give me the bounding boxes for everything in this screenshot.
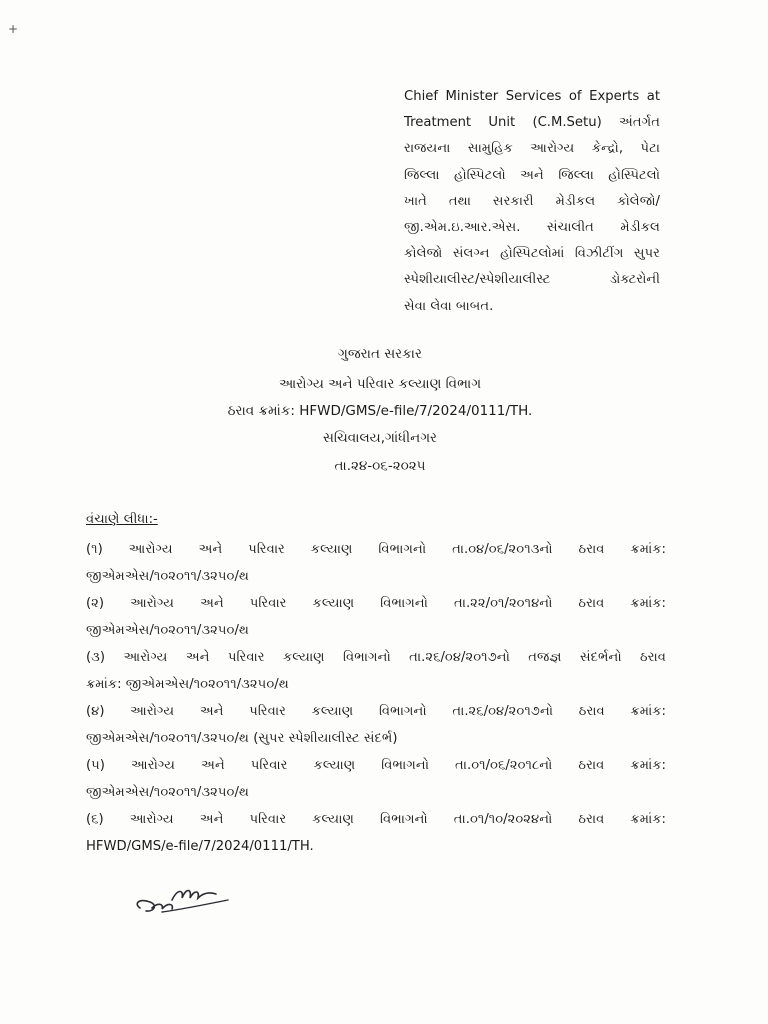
handwritten-initials-signature [128,878,238,926]
scan-mark: +‍ [8,22,19,36]
subject-block [404,84,660,320]
reference-line: (૨) આરોગ્ય અને પરિવાર કલ્યાણ વિભાગનો તા.૨૨/૦૧/૨૦૧૪નો ઠરાવ ક્રમાંક: [86,596,666,611]
reference-item [86,806,666,860]
reference-line: જીએમએસ/૧૦૨૦૧૧/૩૨૫૦/થ (સુપર સ્પેશીયાલીસ્ટ સંદર્ભ) [86,731,398,746]
reference-item [86,536,666,590]
reference-line: જીએમએસ/૧૦૨૦૧૧/૩૨૫૦/થ [86,623,250,638]
resolution-number: ઠરાવ ક્રમાંક: HFWD/GMS/e-file/7/2024/0111/TH. [227,403,533,419]
reference-item [86,644,666,698]
subject-line: Treatment Unit (C.M.Setu) અંતર્ગત [404,115,660,131]
references-section [86,510,666,860]
signature-stroke [137,901,172,911]
reference-line: (૬) આરોગ્ય અને પરિવાર કલ્યાણ વિભાગનો તા.૦૧/૧૦/૨૦૨૪નો ઠરાવ ક્રમાંક: [86,812,666,827]
subject-line: જી.એમ.ઇ.આર.એસ. સંચાલીત મેડીકલ [404,220,660,236]
subject-line: સ્પેશીયાલીસ્ટ/સ્પેશીયાલીસ્ટ ડોક્ટરોની [404,272,660,288]
reference-line: (૩) આરોગ્ય અને પરિવાર કલ્યાણ વિભાગનો તા.૨૬/૦૪/૨૦૧૭નો તજજ્ઞ સંદર્ભનો ઠરાવ [86,650,666,665]
department-name: આરોગ્ય અને પરિવાર કલ્યાણ વિભાગ [278,376,482,392]
subject-line: રાજયના સામુહિક આરોગ્ય કેન્દ્રો, પેટા [404,141,660,157]
subject-line: જિલ્લા હોસ્પિટલો અને જિલ્લા હોસ્પિટલો [404,167,660,183]
place: સચિવાલય,ગાંધીનગર [322,430,438,446]
reference-item [86,698,666,752]
subject-line: કોલેજો સંલગ્ન હોસ્પિટલોમાં વિઝીટીંગ સુપર [404,246,660,262]
subject-line: સેવા લેવા બાબત. [404,298,494,314]
reference-line: ક્રમાંક: જીએમએસ/૧૦૨૦૧૧/૩૨૫૦/થ [86,677,289,692]
reference-line: (૫) આરોગ્ય અને પરિવાર કલ્યાણ વિભાગનો તા.૦૧/૦૬/૨૦૧૮નો ઠરાવ ક્રમાંક: [86,758,666,773]
signature-stroke [172,891,216,901]
subject-line: Chief Minister Services of Experts at [404,89,660,104]
reference-line: જીએમએસ/૧૦૨૦૧૧/૩૨૫૦/થ [86,785,250,800]
government-name: ગુજરાત સરકાર [338,346,422,362]
reference-line: (૪) આરોગ્ય અને પરિવાર કલ્યાણ વિભાગનો તા.૨૬/૦૪/૨૦૧૭નો ઠરાવ ક્રમાંક: [86,704,666,719]
reference-line: HFWD/GMS/e-file/7/2024/0111/TH. [86,839,314,854]
subject-line: ખાતે તથા સરકારી મેડીકલ કોલેજો/ [404,193,660,209]
references-title: વંચાણે લીધા:- [86,512,158,527]
reference-item [86,752,666,806]
reference-line: (૧) આરોગ્ય અને પરિવાર કલ્યાણ વિભાગનો તા.૦૪/૦૬/૨૦૧૩નો ઠરાવ ક્રમાંક: [86,542,666,557]
date: તા.૨૪-૦૬-૨૦૨૫ [334,458,426,474]
reference-item [86,590,666,644]
reference-line: જીએમએસ/૧૦૨૦૧૧/૩૨૫૦/થ [86,569,250,584]
